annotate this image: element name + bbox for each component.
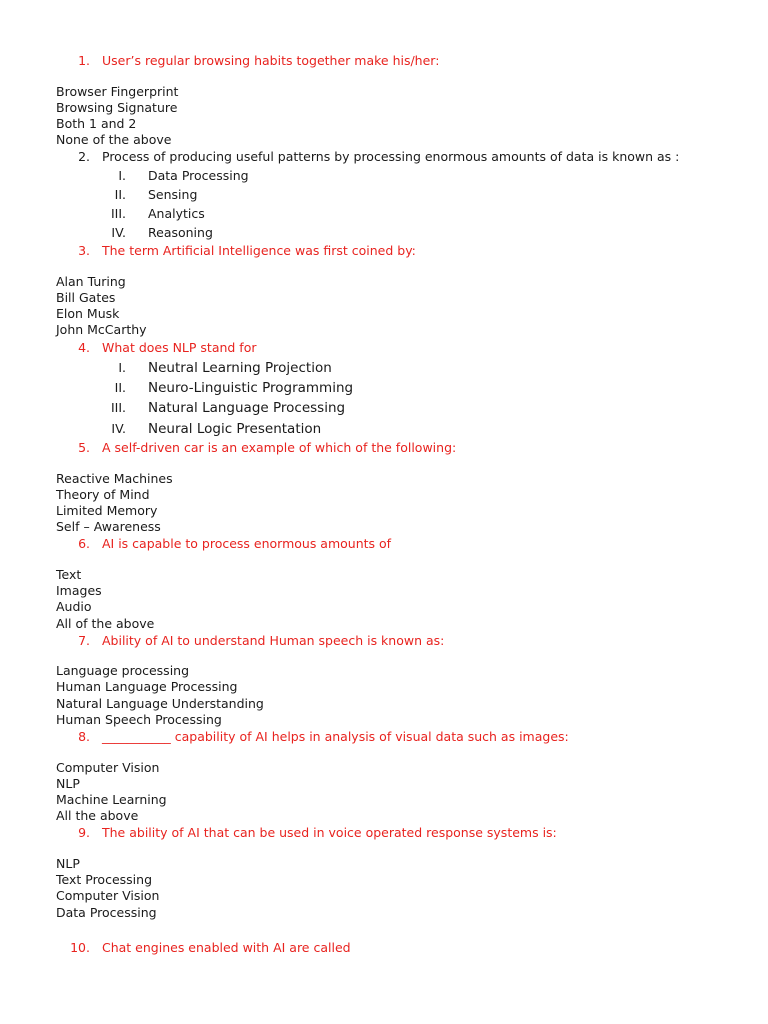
q4-option-1: Neutral Learning Projection — [148, 360, 332, 376]
question-1-number: 1. — [78, 53, 90, 68]
q6-option-2: Images — [56, 583, 102, 598]
question-9-text: The ability of AI that can be used in voice operated response systems is: — [102, 825, 557, 840]
q7-option-4: Human Speech Processing — [56, 712, 222, 727]
q2-roman-3: III. — [110, 206, 126, 221]
q3-option-2: Bill Gates — [56, 290, 116, 305]
q6-option-3: Audio — [56, 599, 92, 614]
q2-option-2: Sensing — [148, 187, 198, 202]
question-1-text: User’s regular browsing habits together make his/her: — [102, 53, 440, 68]
question-5-text: A self-driven car is an example of which of the following: — [102, 440, 457, 455]
q4-roman-3: III. — [110, 400, 126, 415]
question-5-number: 5. — [78, 440, 90, 455]
q8-option-2: NLP — [56, 776, 80, 791]
q8-option-3: Machine Learning — [56, 792, 167, 807]
q9-option-3: Computer Vision — [56, 888, 160, 903]
question-4-number: 4. — [78, 340, 90, 355]
question-2-number: 2. — [78, 149, 90, 164]
question-3-text: The term Artificial Intelligence was first coined by: — [102, 243, 416, 258]
question-3-number: 3. — [78, 243, 90, 258]
q4-option-3: Natural Language Processing — [148, 400, 346, 416]
q6-option-1: Text — [56, 567, 82, 582]
q7-option-3: Natural Language Understanding — [56, 696, 264, 711]
q9-option-1: NLP — [56, 856, 80, 871]
q2-option-4: Reasoning — [148, 225, 213, 240]
q3-option-1: Alan Turing — [56, 274, 126, 289]
question-9-number: 9. — [78, 825, 90, 840]
q1-option-3: Both 1 and 2 — [56, 116, 137, 131]
question-10-number: 10. — [70, 940, 90, 955]
q4-roman-4: IV. — [111, 421, 126, 436]
q3-option-4: John McCarthy — [56, 322, 147, 337]
q4-option-2: Neuro-Linguistic Programming — [148, 380, 354, 396]
q1-option-2: Browsing Signature — [56, 100, 178, 115]
q8-option-4: All the above — [56, 808, 139, 823]
q5-option-2: Theory of Mind — [56, 487, 150, 502]
q4-roman-2: II. — [114, 380, 126, 395]
q2-roman-4: IV. — [111, 225, 126, 240]
question-8-text: ___________ capability of AI helps in analysis of visual data such as images: — [102, 729, 569, 744]
q9-option-4: Data Processing — [56, 905, 157, 920]
question-6-number: 6. — [78, 536, 90, 551]
q6-option-4: All of the above — [56, 616, 155, 631]
q2-option-1: Data Processing — [148, 168, 249, 183]
q1-option-4: None of the above — [56, 132, 172, 147]
q7-option-1: Language processing — [56, 663, 190, 678]
q2-option-3: Analytics — [148, 206, 205, 221]
q2-roman-2: II. — [114, 187, 126, 202]
question-10-text: Chat engines enabled with AI are called — [102, 940, 351, 955]
question-8-number: 8. — [78, 729, 90, 744]
q4-roman-1: I. — [118, 360, 126, 375]
question-4-text: What does NLP stand for — [102, 340, 257, 355]
q7-option-2: Human Language Processing — [56, 679, 238, 694]
question-6-text: AI is capable to process enormous amounts of — [102, 536, 392, 551]
q1-option-1: Browser Fingerprint — [56, 84, 179, 99]
q5-option-3: Limited Memory — [56, 503, 158, 518]
q9-option-2: Text Processing — [56, 872, 153, 887]
q3-option-3: Elon Musk — [56, 306, 120, 321]
question-7-number: 7. — [78, 633, 90, 648]
q5-option-1: Reactive Machines — [56, 471, 173, 486]
q4-option-4: Neural Logic Presentation — [148, 421, 322, 437]
q8-option-1: Computer Vision — [56, 760, 160, 775]
q5-option-4: Self – Awareness — [56, 519, 161, 534]
question-7-text: Ability of AI to understand Human speech is known as: — [102, 633, 445, 648]
question-2-text: Process of producing useful patterns by processing enormous amounts of data is known as : — [102, 149, 680, 164]
q2-roman-1: I. — [118, 168, 126, 183]
